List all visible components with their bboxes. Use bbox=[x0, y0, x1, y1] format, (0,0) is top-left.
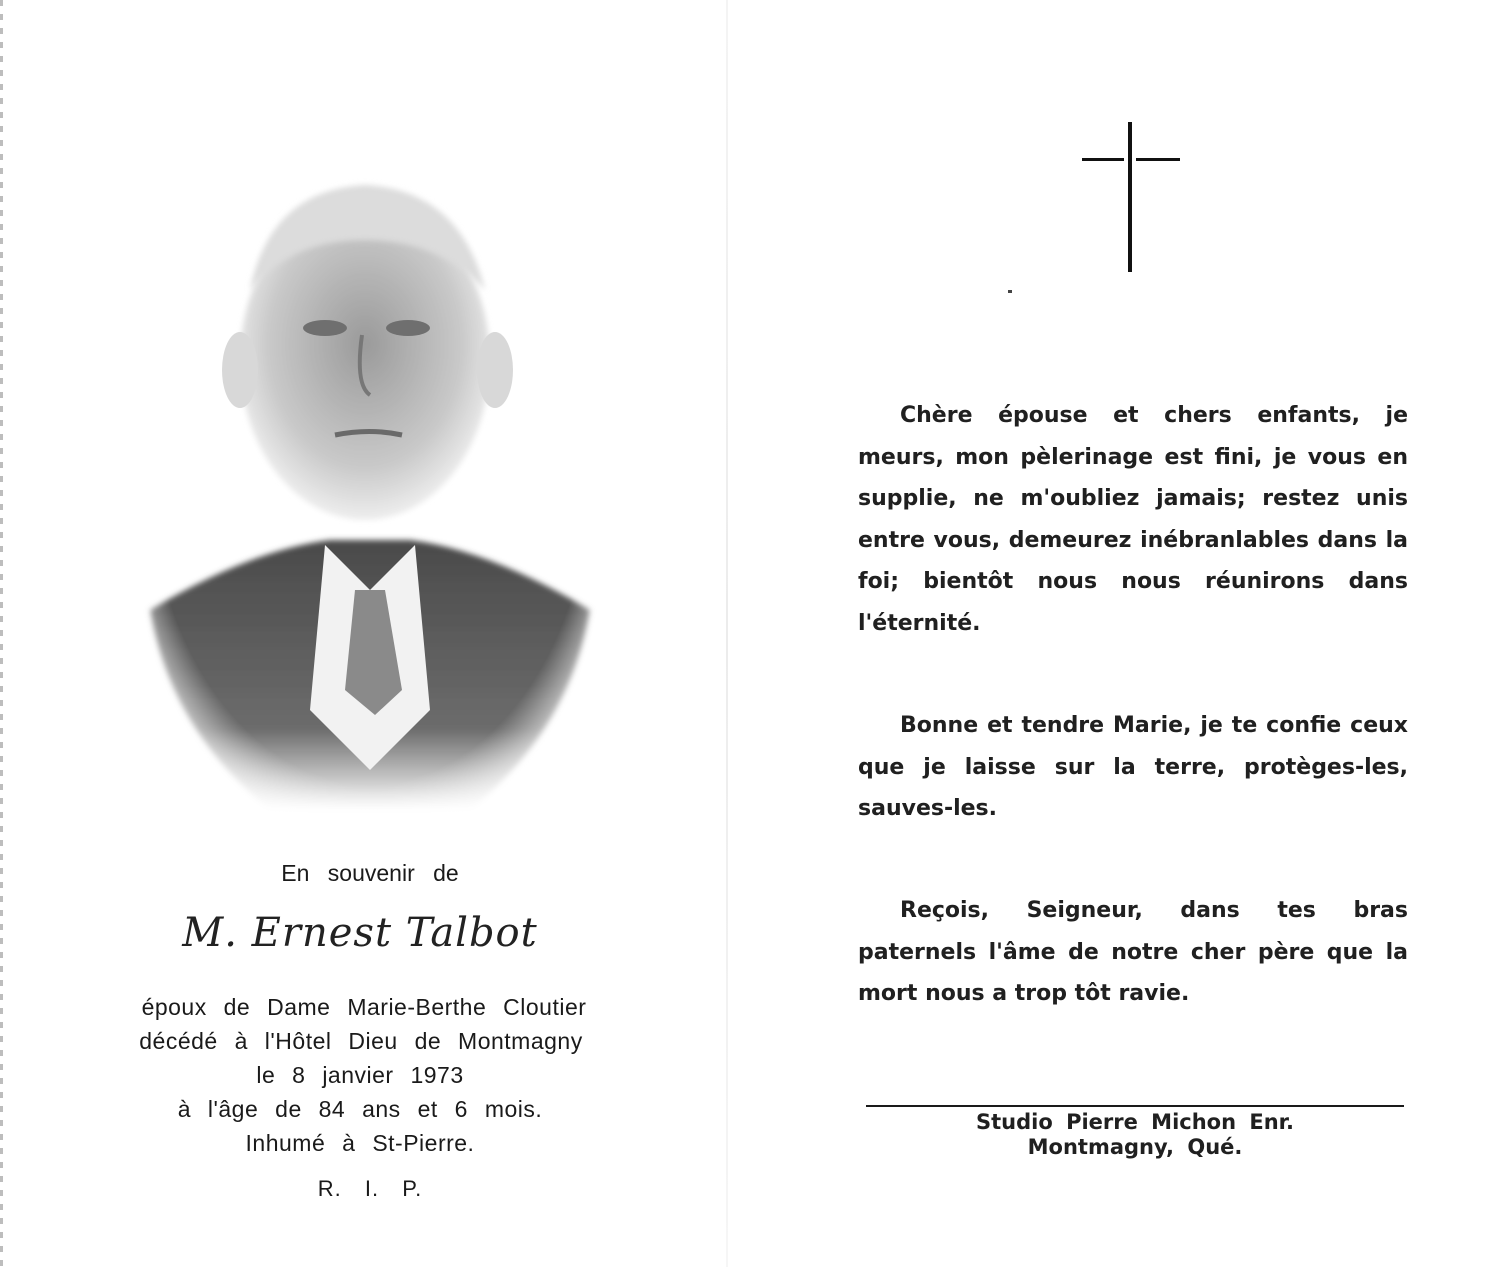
ink-speck bbox=[1008, 290, 1012, 293]
prayer-paragraph-2: Bonne et tendre Marie, je te confie ceux que je laisse sur la terre, protèges-les, sauves-les. bbox=[858, 713, 1408, 821]
in-memory-heading: En souvenir de bbox=[281, 860, 459, 886]
divider-line bbox=[866, 1105, 1404, 1107]
portrait-photo bbox=[140, 170, 600, 830]
burial-line: Inhumé à St-Pierre. bbox=[245, 1130, 475, 1156]
left-panel bbox=[0, 0, 728, 1267]
cross-icon bbox=[1078, 118, 1188, 278]
deceased-details bbox=[80, 990, 640, 1160]
prayer-paragraph-1: Chère épouse et chers enfants, je meurs, mon pèlerinage est fini, je vous en supplie, ne m'oubliez jamais; restez unis entre vous, demeurez inébranlables dans la foi; bientôt nous nous réunirons dans l'éternité. bbox=[858, 403, 1408, 636]
studio-credit bbox=[900, 1110, 1370, 1160]
prayer-paragraph-3: Reçois, Seigneur, dans tes bras paternels l'âme de notre cher père que la mort nous a trop tôt ravie. bbox=[858, 898, 1408, 1006]
spouse-line: époux de Dame Marie-Berthe Cloutier bbox=[141, 994, 587, 1020]
age-line: à l'âge de 84 ans et 6 mois. bbox=[177, 1096, 543, 1122]
death-place-line: décédé à l'Hôtel Dieu de Montmagny bbox=[139, 1028, 583, 1054]
studio-name: Studio Pierre Michon Enr. bbox=[976, 1110, 1294, 1134]
studio-location: Montmagny, Qué. bbox=[1027, 1135, 1243, 1159]
death-date-line: le 8 janvier 1973 bbox=[256, 1062, 464, 1088]
deceased-name: M. Ernest Talbot bbox=[182, 910, 538, 956]
rip-text: R. I. P. bbox=[317, 1176, 423, 1201]
